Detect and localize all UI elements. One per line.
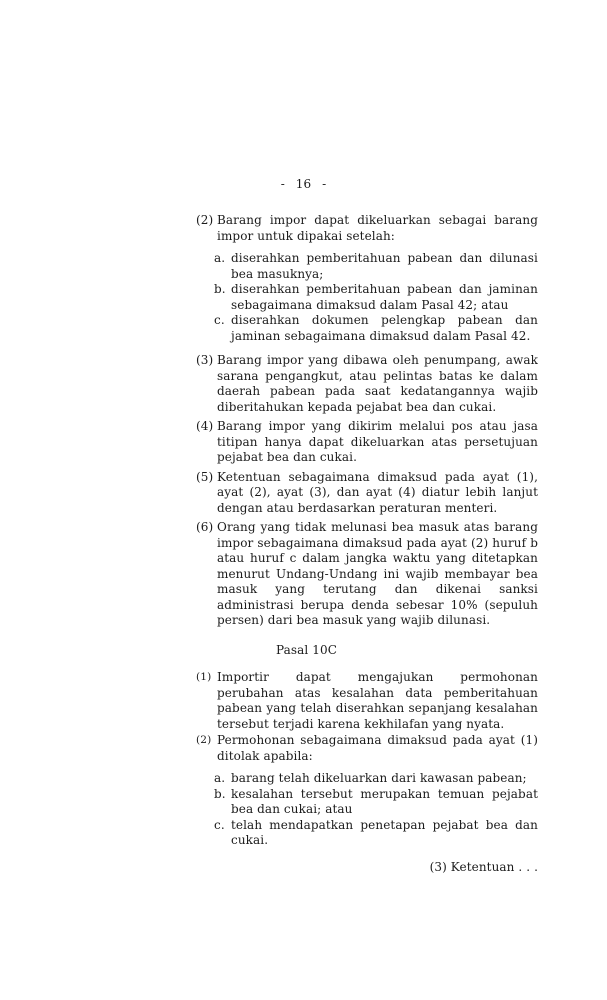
clause-text: Barang impor dapat dikeluarkan sebagai barang impor untuk dipakai setelah: — [217, 213, 538, 243]
clause-text: Ketentuan sebagaimana dimaksud pada ayat (1), ayat (2), ayat (3), dan ayat (4) diatur lebih lanjut dengan atau berdasarkan peraturan menteri. — [217, 469, 538, 515]
page-number: - 16 - — [280, 177, 327, 191]
subclause-label: a. — [214, 251, 226, 265]
subclause-label: c. — [214, 817, 225, 832]
continuation-marker: (3) Ketentuan . . . — [429, 859, 538, 874]
subclause-label: b. — [214, 282, 226, 296]
subclause-text: telah mendapatkan penetapan pejabat bea dan cukai. — [231, 817, 538, 847]
subclause-c — [214, 818, 538, 849]
clause-ayat-6 — [196, 520, 538, 629]
subclause-a — [214, 771, 538, 787]
clause-number: (2) — [196, 734, 212, 746]
subclause-c — [214, 313, 538, 344]
subclause-b — [214, 282, 538, 313]
clause-text: Permohonan sebagaimana dimaksud pada ayat (1) ditolak apabila: — [217, 733, 538, 763]
clause-number: (4) — [196, 419, 214, 433]
subclause-a — [214, 251, 538, 282]
subclause-text: diserahkan dokumen pelengkap pabean dan jaminan sebagaimana dimaksud dalam Pasal 42. — [231, 313, 538, 343]
clause-10c-ayat-1 — [196, 670, 538, 732]
subclause-label: b. — [214, 786, 226, 801]
clause-number: (3) — [196, 353, 214, 367]
clause-text: Barang impor yang dibawa oleh penumpang, awak sarana pengangkut, atau pelintas batas ke dalam daerah pabean pada saat kedatangannya wajib diberitahukan kepada pejabat bea dan cukai. — [217, 353, 538, 414]
section-heading: Pasal 10C — [276, 642, 338, 657]
subclause-text: diserahkan pemberitahuan pabean dan dilunasi bea masuknya; — [231, 251, 538, 281]
subclause-text: kesalahan tersebut merupakan temuan pejabat bea dan cukai; atau — [231, 786, 538, 816]
clause-text: Orang yang tidak melunasi bea masuk atas barang impor sebagaimana dimaksud pada ayat (2) huruf b atau huruf c dalam jangka waktu yang ditetapkan menurut Undang-Undang ini wajib membayar bea masuk yang terutang dan dikenai sanksi administrasi berupa denda sebesar 10% (sepuluh persen) dari bea masuk yang wajib dilunasi. — [217, 520, 538, 627]
clause-number: (2) — [196, 213, 214, 227]
clause-number: (5) — [196, 469, 214, 484]
clause-ayat-3 — [196, 353, 538, 415]
subclause-label: a. — [214, 771, 226, 785]
subclause-text: diserahkan pemberitahuan pabean dan jaminan sebagaimana dimaksud dalam Pasal 42; atau — [231, 282, 538, 312]
clause-number: (1) — [196, 671, 212, 683]
subclause-list-2 — [196, 771, 538, 849]
document-body — [196, 213, 538, 875]
clause-text: Importir dapat mengajukan permohonan perubahan atas kesalahan data pemberitahuan pabean yang telah diserahkan sepanjang kesalahan tersebut terjadi karena kekhilafan yang nyata. — [217, 670, 538, 731]
subclause-text: barang telah dikeluarkan dari kawasan pabean; — [231, 771, 527, 785]
subclause-label: c. — [214, 313, 225, 327]
clause-number: (6) — [196, 520, 214, 534]
subclause-list-1 — [196, 251, 538, 344]
clause-10c-ayat-2 — [196, 733, 538, 764]
clause-ayat-5 — [196, 470, 538, 517]
clause-ayat-2 — [196, 213, 538, 244]
clause-ayat-4 — [196, 419, 538, 466]
subclause-b — [214, 787, 538, 818]
clause-text: Barang impor yang dikirim melalui pos atau jasa titipan hanya dapat dikeluarkan atas persetujuan pejabat bea dan cukai. — [217, 419, 538, 464]
